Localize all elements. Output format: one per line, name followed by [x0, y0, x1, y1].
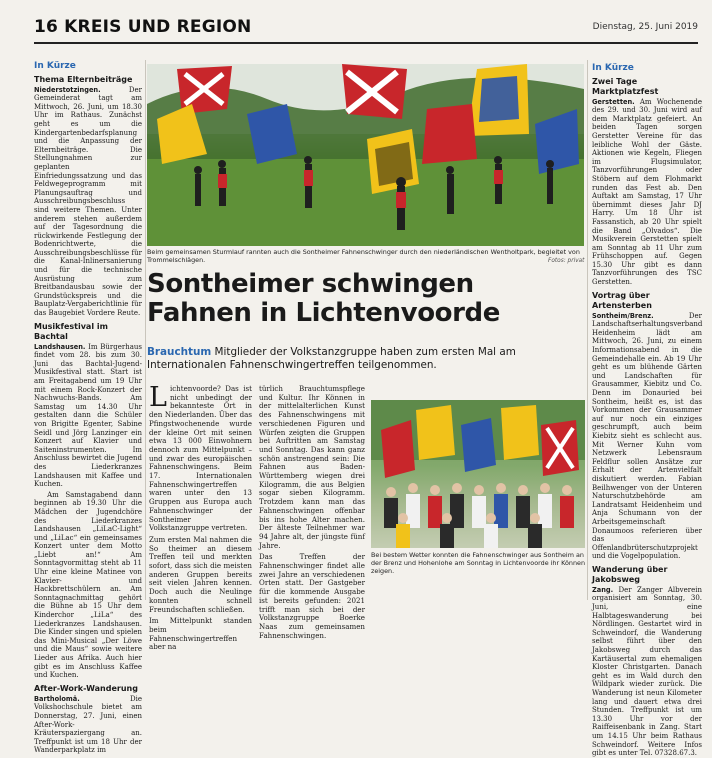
left-brief-text: Landshausen. Im Bürgerhaus findet vom 28. bis zum 30. Juni das Bachtal-Jugend-Musikfestival statt. Start ist am Freitagabend um 19 Uhr mit einem Rock-Konzert der Nachwuchs-Bands. Am Samstag um 14.30 Uhr gestalten dann die Schüler von Brigitte Egenter, Sabine Seidl und Jörg Lanzinger ein Konzert auf Klavier und Saiteninstrumenten. Im Anschluss bewirtet die Jugend des Liederkranzes Landshausen mit Kaffee und Kuchen. — [34, 342, 142, 489]
left-brief-title: After-Work-Wanderung — [34, 683, 138, 693]
left-brief-text: Am Samstagabend dann beginnen ab 19.30 Uhr die Mädchen der Jugendchöre des Liederkranzes Landshausen „LiLaC-Light“ und „LiLac“ ein gemeinsames Konzert unter dem Motto „Liebt an!“ Am Sonntagvormittag steht ab 11 Uhr eine kleine Matinee von Klavier- und Hackbrettschülern an. Am Sonntagnachmittag gehört die Bühne ab 15 Uhr dem Kinderchor „LiLa“ des Liederkranzes Landshausen. Die Kinder singen und spielen das Mini-Musical „Der Löwe und die Maus“ sowie weitere Lieder aus Afrika. Auch hier gibt es im Anschluss Kaffee und Kuchen. — [34, 490, 142, 680]
right-brief-title: Wanderung über Jakobsweg — [592, 564, 668, 584]
article-paragraph: Das Treffen der Fahnenschwinger findet alle zwei Jahre an verschiedenen Orten statt. Der Gastgeber für die kommende Ausgabe ist bereits gefunden: 2021 trifft man sich bei der Volkstanzgruppe Boerke Naas zum gemeinsamen Fahnenschwingen. — [259, 552, 365, 640]
article-column-2 — [259, 384, 365, 640]
article-subline: Brauchtum Mitglieder der Volkstanzgruppe haben zum ersten Mal am Internationalen Fahnenschwingertreffen teilgenommen. — [147, 346, 516, 371]
right-brief-text: Gerstetten. Am Wochenende des 29. und 30. Juni wird auf dem Marktplatz gefeiert. An beiden Tagen sorgen Gerstetter Vereine für das leibliche Wohl der Gäste. Aktionen wie Kegeln, Fliegen im Flugsimulator, Tanzvorführungen oder Stöbern auf dem Flohmarkt runden das Fest ab. Den Auftakt am Samstag, 17 Uhr übernimmt dieses Jahr DJ Harry. Um 18 Uhr ist Fassanstich, ab 20 Uhr spielt die Band „Olvados“. Die Musikverein Gerstetten spielt am Sonntag ab 11 Uhr zum Frühschoppen auf. Gegen 15.30 Uhr gibt es dann Tanzvorführungen des TSC Gerstetten. — [592, 97, 702, 287]
article-column-1 — [149, 382, 252, 652]
article-headline: Sontheimer schwingen Fahnen in Lichtenvoorde — [147, 269, 500, 328]
left-column-label: In Kürze — [34, 61, 76, 71]
photo-illustration — [147, 64, 584, 246]
article-paragraph: Lichtenvoorde? Das ist nicht unbedingt der bekannteste Ort in den Niederlanden. Über das Pfingstwochenende wurde der kleine Ort mit seinen etwa 13 000 Einwohnern dennoch zum Mittelpunkt – und zwar des europäischen Fahnenschwingens. Beim 17. Internationalen Fahnenschwingertreffen waren unter den 13 Gruppen aus Europa auch Fahnenschwinger der Sontheimer Volkstanzgruppe vertreten. — [149, 382, 252, 533]
column-divider — [145, 60, 146, 600]
photo-illustration — [371, 400, 585, 548]
drop-cap: L — [149, 382, 167, 413]
column-divider — [587, 60, 588, 600]
photo-caption: Beim gemeinsamen Sturmlauf rannten auch die Sontheimer Fahnenschwinger durch den niederländischen Wentholtpark, begleitet von Trommelschlägen. — [147, 248, 580, 264]
left-brief-text: Bartholomä. Die Volkshochschule bietet am Donnerstag, 27. Juni, einen After-Work-Kräuterspaziergang an. Treffpunkt ist um 18 Uhr der Wanderparkplatz im — [34, 694, 142, 755]
article-kicker: Brauchtum — [147, 346, 212, 358]
left-brief-title: Thema Elternbeiträge — [34, 74, 133, 84]
photo-caption: Bei bestem Wetter konnten die Fahnenschwinger aus Sontheim an der Brenz und Hohenlohe am Sonntag in Lichtenvoorde ihr Können zeigen. — [371, 551, 586, 575]
article-paragraph: türlich Brauchtumspflege und Kultur. Ihr Können in der mittelalterlichen Kunst des Fahnenschwingens mit verschiedenen Figuren und Würfen zeigten die Gruppen bei Auftritten am Samstag und Sonntag. Das kann ganz schön anstrengend sein: Die Fahnen aus Baden-Württemberg wiegen drei Kilogramm, die aus Belgien sogar sieben Kilogramm. Trotzdem kann man das Fahnenschwingen offenbar bis ins hohe Alter machen. Der älteste Teilnehmer war 94 Jahre alt, der jüngste fünf Jahre. — [259, 384, 365, 550]
left-brief-title: Musikfestival im Bachtal — [34, 321, 108, 341]
header-rule — [34, 42, 698, 44]
photo-flag-wavers-park — [147, 64, 584, 246]
issue-date: Dienstag, 25. Juni 2019 — [592, 22, 698, 32]
article-paragraph: Zum ersten Mal nahmen die So theimer an diesem Treffen teil und merkten sofort, dass sich die meisten anderen Gruppen bereits seit vielen Jahren kennen. Doch auch die Neulinge konnten schnell Freundschaften schließen. — [149, 534, 252, 614]
photo-group-portrait — [371, 400, 585, 548]
right-brief-title: Zwei Tage Marktplatzfest — [592, 76, 659, 96]
section-title: 16 KREIS UND REGION — [34, 17, 252, 37]
right-column-label: In Kürze — [592, 63, 634, 73]
right-brief-title: Vortrag über Artensterben — [592, 290, 652, 310]
page-header — [0, 0, 712, 42]
left-brief-text: Niederstotzingen. Der Gemeinderat tagt am Mittwoch, 26. Juni, um 18.30 Uhr im Rathaus. Zunächst geht es um die Kindergartenbedarfsplanung und die Anpassung der Elternbeiträge. Die Stellungnahmen zur geplanten Einfriedungssatzung und das Feldwegeprogramm mit Planungsauftrag und Ausschreibungsbeschluss sind weitere Themen. Unter anderem stehen außerdem auf der Tagesordnung die rückwirkende Festlegung der Bodenrichtwerte, die Ausschreibungsbeschlüsse für die Kanal-Inlinersanierung und für die technische Ausrüstung zum Breitbandausbau sowie der Grundstückspreis und die Bauplatz-Vergaberichtlinie für das Baugebiet Vordere Reute. — [34, 85, 142, 318]
photo-credit: Fotos: privat — [548, 258, 585, 264]
right-news-column — [592, 62, 703, 758]
article-paragraph: Im Mittelpunkt standen beim Fahnenschwingertreffen aber na — [149, 616, 252, 652]
right-brief-text: Sontheim/Brenz. Der Landschaftserhaltungsverband Heidenheim lädt am Mittwoch, 26. Juni, zu einem Informationsabend in die Gemeindehalle ein. Ab 19 Uhr geht es um blühende Gärten und Landschaften für Grausammer, Kiebitz und Co. Denn im Donauried bei Sontheim, heißt es, ist das Vorkommen der Grausammer auf nur noch ein einziges geschrumpft, auch beim Kiebitz sieht es schlecht aus. Mit Werner Kuhn vom Netzwerk Lebensraum Feldflur sollen Ansätze zur Erhalt der Artenvielfalt diskutiert werden. Fabian Beilhwenger von der Unteren Naturschutzbehörde am Landratsamt Heidenheim und Anja Schumann von der Arbeitsgemeinschaft Donaumoos referieren über das Offenlandbrüterschutzprojekt und die Vogelpopulation. — [592, 311, 703, 561]
right-brief-text: Zang. Der Zanger Albverein organisiert am Sonntag, 30. Juni, eine Halbtageswanderung bei Nördlingen. Gestartet wird in Schweindorf, die Wanderung selbst führt über den Jakobsweg durch das Kartäusertal zum ehemaligen Kloster Christgarten. Danach geht es im Wald durch den Wildpark wieder zurück. Die Wanderung ist neun Kilometer lang und dauert etwa drei Stunden. Treffpunkt ist um 13.30 Uhr vor der Raiffeisenbank in Zang. Start um 14.15 Uhr beim Rathaus Schweindorf. Weitere Infos gibt es unter Tel. 07328.67.3. — [592, 585, 702, 758]
left-news-column — [34, 60, 142, 755]
